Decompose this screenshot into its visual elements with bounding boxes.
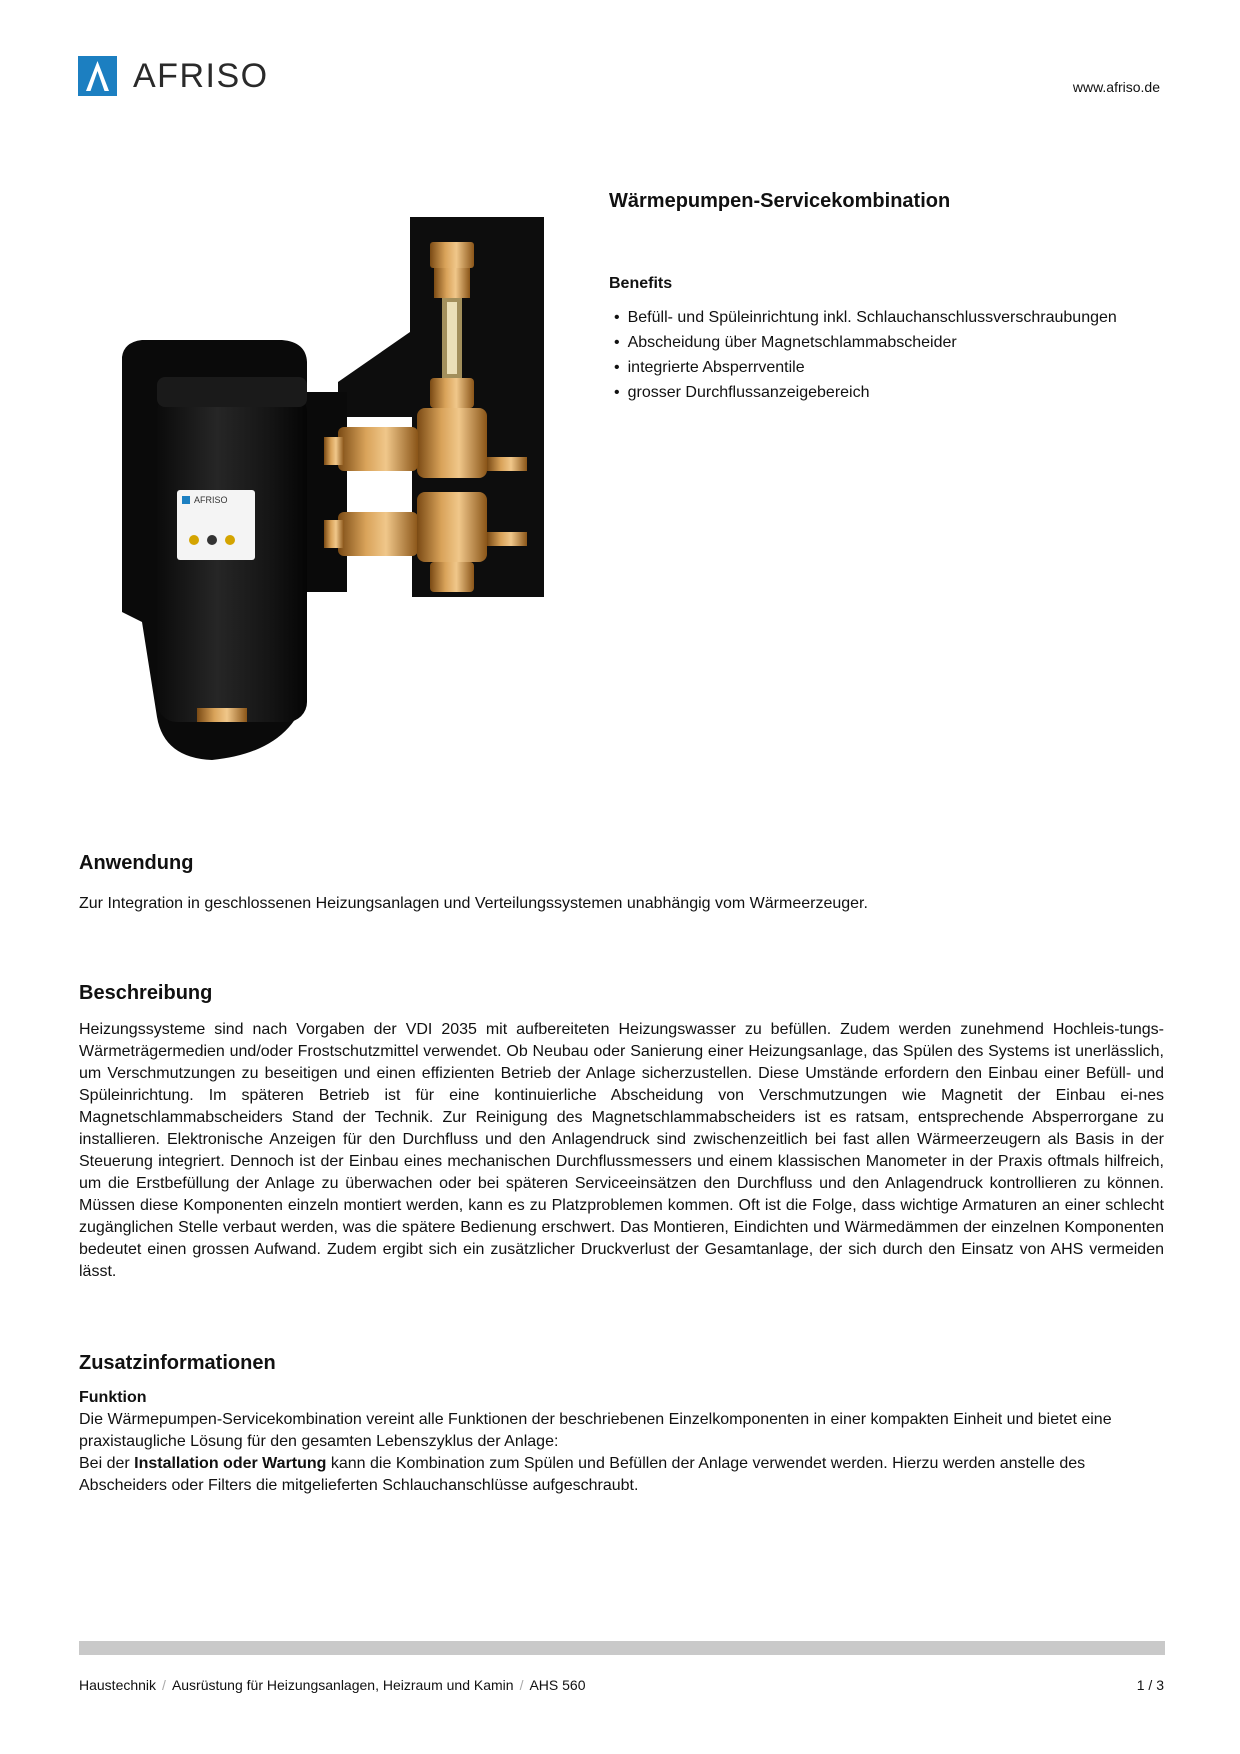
funktion-paragraph-2 [79, 1453, 1164, 1497]
website-url[interactable]: www.afriso.de [1072, 79, 1160, 95]
breadcrumb-item-haustechnik[interactable]: Haustechnik [79, 1677, 157, 1693]
benefit-item: • Abscheidung über Magnetschlammabscheider [614, 330, 1117, 355]
page-number: 1 / 3 [1136, 1677, 1164, 1693]
funktion-subheading: Funktion [79, 1389, 147, 1406]
footer-divider [79, 1641, 1165, 1655]
benefits-list [614, 305, 1117, 405]
installation-wartung-emphasis: Installation oder Wartung [134, 1455, 327, 1472]
breadcrumb-separator: / [519, 1677, 524, 1693]
product-image [112, 212, 552, 764]
benefit-item: • Befüll- und Spüleinrichtung inkl. Schlauchanschlussverschraubungen [614, 305, 1117, 330]
afriso-logo [78, 55, 303, 97]
anwendung-heading: Anwendung [79, 852, 194, 874]
benefit-item: • grosser Durchflussanzeigebereich [614, 380, 1117, 405]
brand-name: AFRISO [133, 56, 269, 95]
benefit-item: • integrierte Absperrventile [614, 355, 1117, 380]
afriso-logo-mark-icon [78, 56, 117, 96]
benefits-heading: Benefits [609, 275, 673, 292]
breadcrumb-separator: / [162, 1677, 166, 1693]
breadcrumb-item-category[interactable]: Ausrüstung für Heizungsanlagen, Heizraum und Kamin [171, 1677, 514, 1693]
funktion-paragraph-1: Die Wärmepumpen-Servicekombination vereint alle Funktionen der beschriebenen Einzelkomponenten in einer kompakten Einheit und bietet eine praxistaugliche Lösung für den gesamten Lebenszyklus der Anlage: [79, 1411, 1112, 1450]
funktion-paragraph-2-start: Bei der [79, 1455, 135, 1472]
breadcrumb [79, 1677, 586, 1693]
anwendung-text: Zur Integration in geschlossenen Heizungsanlagen und Verteilungssystemen unabhängig vom Wärmeerzeuger. [79, 895, 868, 912]
funktion-paragraph-2-end: kann die Kombination zum Spülen und Befüllen der Anlage verwendet werden. Hierzu werden anstelle des Abscheiders oder Filters die mitgelieferten Schlauchanschlüsse aufgeschraubt. [79, 1455, 1086, 1494]
product-title: Wärmepumpen-Servicekombination [609, 190, 951, 212]
svg-text:AFRISO: AFRISO [194, 495, 228, 505]
beschreibung-text: Heizungssysteme sind nach Vorgaben der VDI 2035 mit aufbereiteten Heizungswasser zu befüllen. Zudem werden zunehmend Hochleis-tungs-Wärmeträgermedien und/oder Frostschutzmittel verwendet. Ob Neubau oder Sanierung einer Heizungsanlage, das Spülen des Systems ist unerlässlich, um Verschmutzungen zu beseitigen und einen effizienten Betrieb der Anlage sicherzustellen. Diese Umstände erfordern den Einbau einer Befüll- und Spüleinrichtung. Im späteren Betrieb ist für eine kontinuierliche Abscheidung von Verschmutzungen wie Magnetit der Einbau ei-nes Magnetschlammabscheiders Stand der Technik. Zur Reinigung des Magnetschlammabscheiders ist es ratsam, entsprechende Absperrorgane zu installieren. Elektronische Anzeigen für den Durchfluss und den Anlagendruck sind zwischenzeitlich bei fast allen Wärmeerzeugern als Basis in der Steuerung integriert. Dennoch ist der Einbau eines mechanischen Durchflussmessers und einem klassischen Manometer in der Praxis oftmals hilfreich, um die Erstbefüllung der Anlage zu überwachen oder bei späteren Serviceeinsätzen den Durchfluss und den Anlagendruck kontrollieren zu können. Müssen diese Komponenten einzeln montiert werden, kann es zu Platzproblemen kommen. Oft ist die Folge, dass wichtige Armaturen an einer schlecht zugänglichen Stelle verbaut werden, was die spätere Bedienung erschwert. Das Montieren, Eindichten und Wärmedämmen der einzelnen Komponenten bedeutet einen grossen Aufwand. Zudem ergibt sich ein zusätzlicher Druckverlust der Gesamtanlage, der sich durch den Einsatz von AHS vermeiden lässt. [79, 1021, 1164, 1280]
breadcrumb-item-product[interactable]: AHS 560 [529, 1677, 586, 1693]
zusatzinformationen-heading: Zusatzinformationen [79, 1352, 276, 1374]
beschreibung-heading: Beschreibung [79, 982, 213, 1004]
